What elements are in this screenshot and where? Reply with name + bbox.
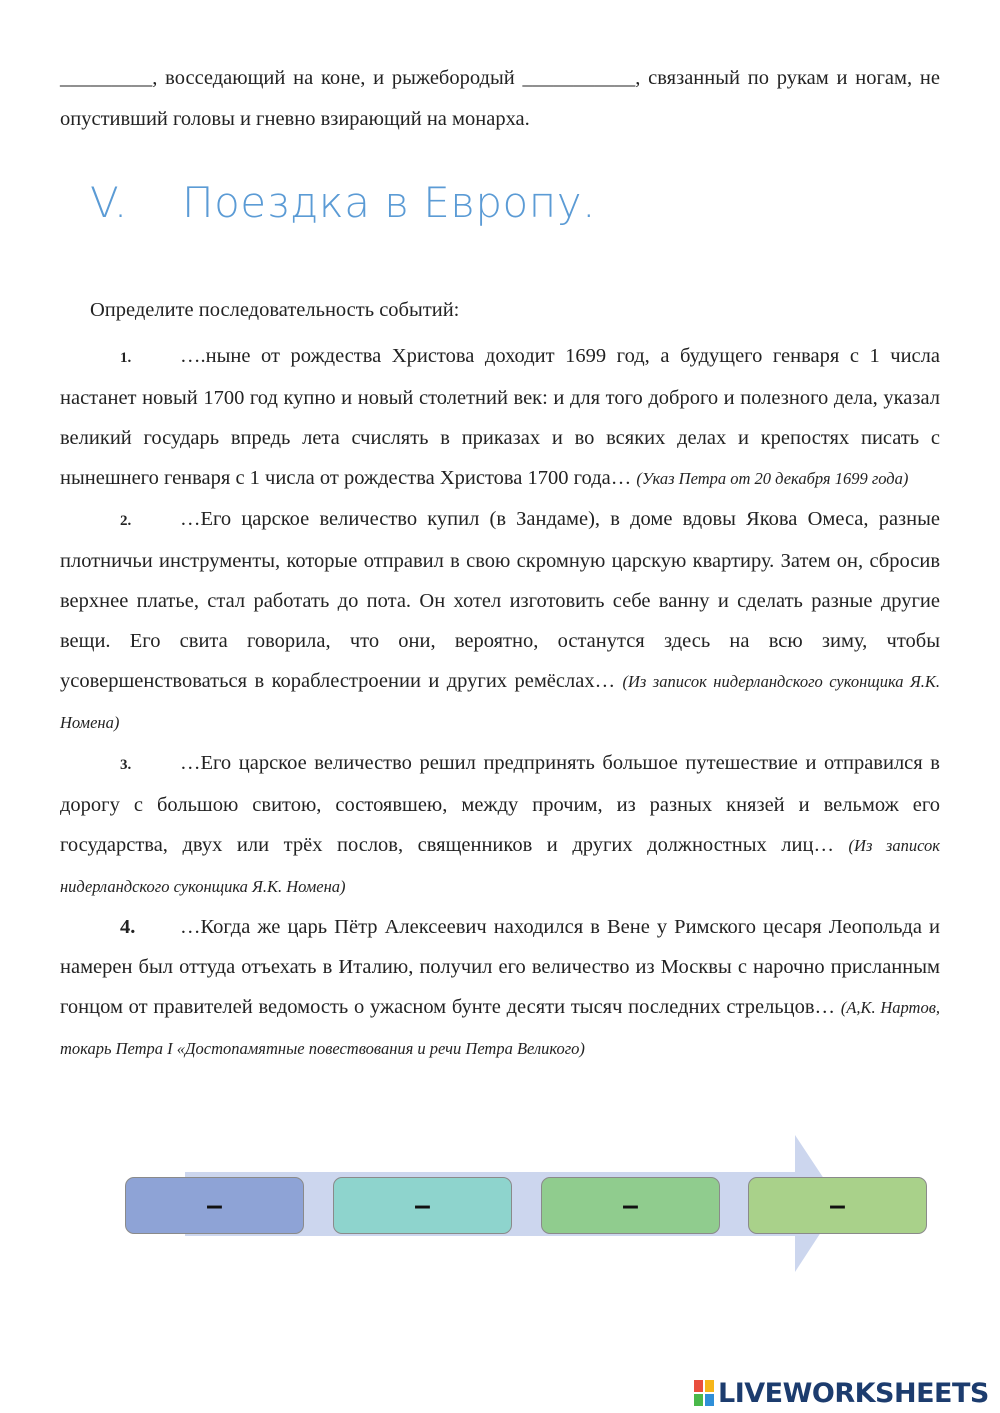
section-number: V. xyxy=(90,178,128,227)
event-text-3: …Его царское величество решил предпринять большое путешествие и отправился в дорогу с большою свитою, состоявшею, между прочим, из разных князей и вельмож его государства, двух или трёх послов, священников и других должностных лиц… xyxy=(60,752,940,856)
event-item-2 xyxy=(60,499,940,743)
sequence-answer-box-3[interactable]: – xyxy=(541,1177,720,1234)
section-heading xyxy=(90,178,596,227)
sequence-answer-box-2[interactable]: – xyxy=(333,1177,512,1234)
event-number-2: 2. xyxy=(120,513,132,529)
event-item-3 xyxy=(60,743,940,907)
event-number-4: 4. xyxy=(120,916,136,938)
event-text-2: …Его царское величество купил (в Зандаме), в доме вдовы Якова Омеса, разные плотничьи инструменты, которые отправил в свою скромную царскую квартиру. Затем он, сбросив верхнее платье, стал работать до пота. Он хотел изготовить себе ванну и сделать разные другие вещи. Его свита говорила, что они, вероятно, останутся здесь на всю зиму, чтобы усовершенствоваться в кораблестроении и других ремёслах… xyxy=(60,508,940,692)
event-text-4: …Когда же царь Пётр Алексеевич находился в Вене у Римского цесаря Леопольда и намерен был оттуда отъехать в Италию, получил его величество из Москвы с нарочно присланным гонцом от правителей ведомость о ужасном бунте десяти тысяч последних стрельцов… xyxy=(60,916,940,1018)
sequence-answer-box-4[interactable]: – xyxy=(748,1177,927,1234)
event-source-1: (Указ Петра от 20 декабря 1699 года) xyxy=(636,469,909,488)
event-number-1: 1. xyxy=(120,350,132,366)
event-source-3: (Из записок нидерландского суконщика Я.К. Номена) xyxy=(60,836,940,896)
liveworksheets-logo-text: LIVEWORKSHEETS xyxy=(718,1377,989,1409)
instruction-text: Определите последовательность событий: xyxy=(90,299,460,321)
event-source-4: (А,К. Нартов, токарь Петра I «Достопамятные повествования и речи Петра Великого) xyxy=(60,998,941,1058)
intro-paragraph: _________, восседающий на коне, и рыжебородый ___________, связанный по рукам и ногам, не опустивший головы и гневно взирающий на монарха. xyxy=(60,67,940,130)
event-text-1: ….ныне от рождества Христова доходит 1699 год, а будущего генваря с 1 числа настанет новый 1700 год купно и новый столетний век: и для того доброго и полезного дела, указал великий государь впредь лета счислять в приказах и во всяких делах и крепостях писать с нынешнего генваря с 1 числа от рождества Христова 1700 года… xyxy=(60,345,940,489)
event-item-4 xyxy=(60,907,940,1069)
event-item-1 xyxy=(60,336,940,499)
liveworksheets-logo-icon xyxy=(694,1380,714,1406)
events-list xyxy=(60,336,940,1069)
event-source-2: (Из записок нидерландского суконщика Я.К. Номена) xyxy=(60,672,941,732)
sequence-flow xyxy=(0,1130,1000,1280)
sequence-answer-box-1[interactable]: – xyxy=(125,1177,304,1234)
section-title: Поездка в Европу. xyxy=(182,178,596,227)
liveworksheets-logo xyxy=(694,1378,989,1408)
event-number-3: 3. xyxy=(120,757,132,773)
